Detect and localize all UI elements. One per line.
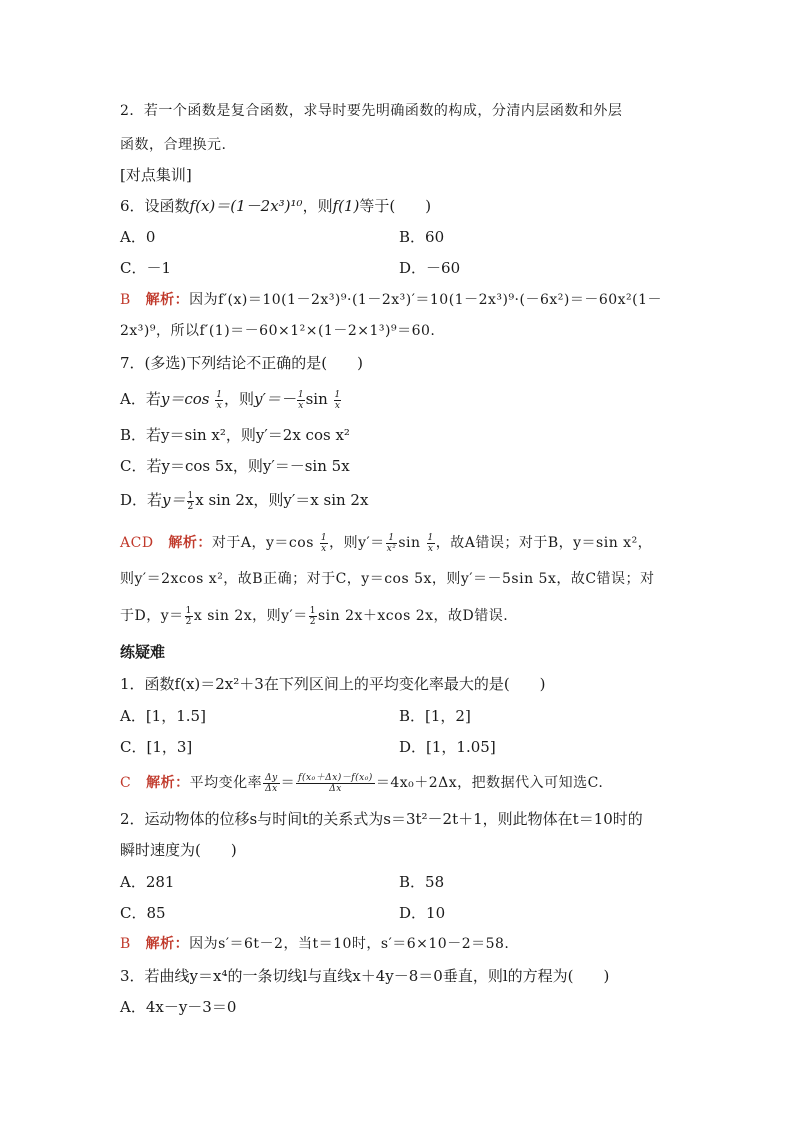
- h1-option-b: B．[1，2]: [399, 707, 471, 725]
- h2-analysis-text: 因为s′＝6t－2，当t＝10时，s′＝6×10－2＝58.: [189, 936, 510, 952]
- q7-analysis-line-3: [120, 605, 508, 627]
- q7-analysis-line-2: 则y′＝2xcos x²，故B正确；对于C，y＝cos 5x，则y′＝－5sin 5x，故C错误；对: [120, 571, 655, 587]
- q7-analysis-sin: sin: [398, 535, 421, 551]
- q6-option-a: A．0: [120, 228, 156, 246]
- q6-stem-pre: 6．设函数: [120, 197, 190, 215]
- h1-frac-diff: $\frac{\text{f(x₀＋Δx)－f(x₀)}}{\Delta x}$: [298, 772, 373, 794]
- q7-option-d: [120, 489, 368, 512]
- q7-a-pre: A．若: [120, 390, 161, 408]
- q7-analysis-1-pre: 对于A，y＝cos: [211, 535, 314, 551]
- q7-analysis-label: 解析：: [168, 535, 212, 551]
- q7-a-dy: y′＝－: [253, 390, 296, 408]
- h3-stem: 3．若曲线y＝x⁴的一条切线l与直线x＋4y－8＝0垂直，则l的方程为( ): [120, 967, 610, 985]
- h1-option-c: C．[1，3]: [120, 738, 193, 756]
- q7-a-frac-3: $\frac{1}{x}$: [334, 389, 341, 411]
- q6-analysis-text-1: 因为f′(x)＝10(1－2x³)⁹·(1－2x³)′＝10(1－2x³)⁹·(－6x²)＝－60x²(1－: [189, 292, 663, 308]
- h1-frac-dy-dx: $\frac{\Delta y}{\Delta x}$: [265, 772, 278, 794]
- h2-stem-line-2: 瞬时速度为( ): [120, 841, 237, 859]
- h1-option-a: A．[1，1.5]: [120, 707, 206, 725]
- h2-option-b: B．58: [399, 873, 445, 891]
- q7-d-pre: D．若: [120, 491, 163, 509]
- tip-line-2: 函数，合理换元.: [120, 137, 227, 153]
- q7-a-mid: ，则: [223, 390, 254, 408]
- q7-stem: 7．(多选)下列结论不正确的是( ): [120, 354, 363, 372]
- q7-d-post: x sin 2x，则y′＝x sin 2x: [195, 491, 369, 509]
- q6-stem: [120, 195, 431, 217]
- q7-answer: ACD: [120, 535, 154, 551]
- q6-analysis-line-1: [120, 289, 662, 311]
- q7-analysis-3-post: sin 2x＋xcos 2x，故D错误.: [317, 608, 509, 624]
- h2-option-a: A．281: [120, 873, 175, 891]
- q7-option-a: [120, 388, 342, 411]
- q7-analysis-frac-5: $\frac{1}{2}$: [309, 605, 316, 627]
- q7-analysis-1-mid: ，则y′＝: [329, 535, 385, 551]
- q7-option-c: C．若y＝cos 5x，则y′＝－sin 5x: [120, 457, 350, 475]
- h1-analysis-label: 解析：: [146, 775, 190, 791]
- h2-option-d: D．10: [399, 904, 446, 922]
- q6-analysis-label: 解析：: [145, 292, 190, 308]
- q6-analysis-line-2: 2x³)⁹，所以f′(1)＝－60×1²×(1－2×1³)⁹＝60.: [120, 323, 436, 339]
- q7-analysis-3-mid: x sin 2x，则y′＝: [193, 608, 308, 624]
- h1-answer: C: [120, 775, 132, 791]
- q7-analysis-1-post: ，故A错误；对于B，y＝sin x²，: [435, 535, 653, 551]
- section-hard-heading: 练疑难: [120, 643, 166, 661]
- q7-analysis-frac-3: $\frac{1}{x}$: [427, 532, 434, 554]
- q6-stem-post: 等于( ): [359, 197, 432, 215]
- q7-analysis-frac-2: $\frac{1}{\text{x²}}$: [386, 532, 397, 554]
- q7-option-b: B．若y＝sin x²，则y′＝2x cos x²: [120, 426, 350, 444]
- q7-d-y: y＝: [162, 491, 186, 509]
- h1-analysis-pre: 平均变化率: [189, 775, 263, 791]
- q6-function: f(x)＝(1－2x³)¹⁰: [189, 197, 303, 215]
- h2-stem-line-1: 2．运动物体的位移s与时间t的关系式为s＝3t²－2t＋1，则此物体在t＝10时的: [120, 810, 643, 828]
- q7-a-frac-1: $\frac{1}{x}$: [216, 389, 222, 411]
- q6-f1: f(1): [332, 197, 360, 215]
- h2-answer: B: [120, 936, 131, 952]
- h1-option-d: D．[1，1.05]: [399, 738, 496, 756]
- q7-analysis-frac-4: $\frac{1}{2}$: [185, 605, 192, 627]
- q7-a-sin: sin: [305, 390, 328, 408]
- q7-a-y: y＝cos: [160, 390, 210, 408]
- h1-analysis: C 解析：平均变化率 $\frac{\Delta y}{\Delta x}$ ＝ $\frac{\text{f(x₀＋Δx)－f(x₀)}}{\Delta x}$ ＝4x₀＋2Δx，把数据代入可知选C.: [120, 772, 604, 794]
- h3-option-a: A．4x－y－3＝0: [120, 998, 237, 1016]
- q7-analysis-line-1: [120, 532, 652, 554]
- q6-answer: B: [120, 292, 131, 308]
- section-practice-heading: [对点集训]: [120, 166, 192, 184]
- q7-a-frac-2: $\frac{1}{x}$: [297, 389, 304, 411]
- h2-analysis-label: 解析：: [145, 936, 190, 952]
- h1-stem: 1．函数f(x)＝2x²＋3在下列区间上的平均变化率最大的是( ): [120, 675, 546, 693]
- q7-d-frac: $\frac{1}{2}$: [187, 490, 194, 512]
- q7-analysis-3-pre: 于D，y＝: [120, 608, 184, 624]
- q7-analysis-frac-1: $\frac{1}{x}$: [320, 532, 328, 554]
- h2-analysis: [120, 933, 509, 955]
- tip-line-1: 2．若一个函数是复合函数，求导时要先明确函数的构成，分清内层函数和外层: [120, 103, 623, 119]
- h2-option-c: C．85: [120, 904, 166, 922]
- q6-stem-mid: ，则: [302, 197, 333, 215]
- q6-option-d: D．－60: [399, 259, 461, 277]
- h1-analysis-post: ＝4x₀＋2Δx，把数据代入可知选C.: [375, 775, 604, 791]
- q6-option-c: C．－1: [120, 259, 172, 277]
- q6-option-b: B．60: [399, 228, 445, 246]
